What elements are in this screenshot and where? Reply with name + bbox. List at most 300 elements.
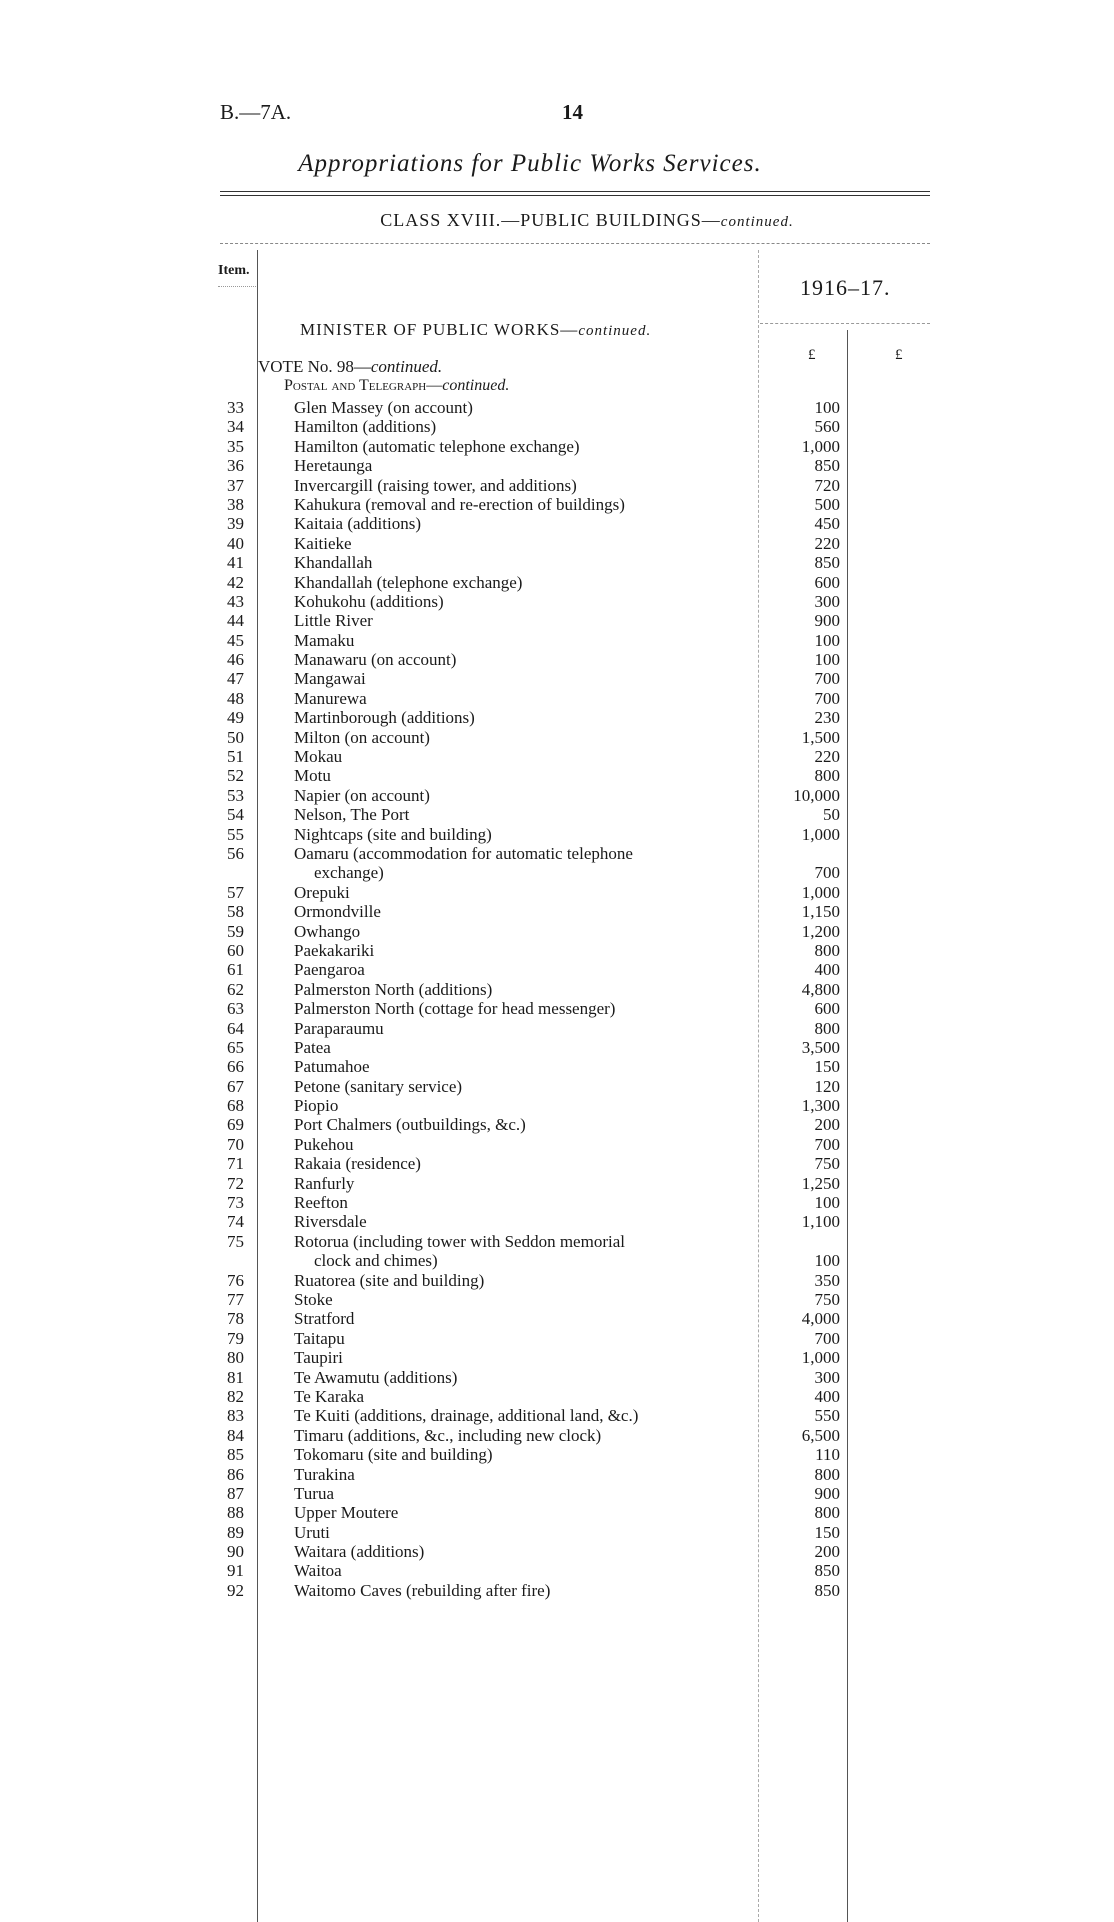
table-row	[0, 1445, 1114, 1464]
item-description-line: Paengaroa	[294, 960, 365, 980]
item-amount: 450	[814, 514, 840, 534]
item-description-line: Nightcaps (site and building)	[294, 824, 492, 844]
table-row	[0, 398, 1114, 417]
item-amount: 800	[814, 1464, 840, 1484]
subhead-suffix: continued.	[442, 377, 510, 394]
item-number: 77	[227, 1290, 244, 1309]
table-row	[0, 825, 1114, 844]
item-amount: 230	[814, 708, 840, 728]
table-row	[0, 1426, 1114, 1445]
item-description-line: Rotorua (including tower with Seddon memorial	[294, 1231, 625, 1251]
item-description-line: Milton (on account)	[294, 727, 430, 747]
item-amount: 850	[814, 456, 840, 476]
item-description	[294, 669, 749, 688]
item-amount: 1,000	[801, 824, 840, 844]
item-description-line: Petone (sanitary service)	[294, 1076, 463, 1096]
item-number: 80	[227, 1348, 244, 1368]
table-row	[0, 1329, 1114, 1348]
item-description-line: Khandallah (telephone exchange)	[294, 572, 523, 592]
item-description-line: Turua	[294, 1483, 334, 1503]
item-amount: 110	[815, 1445, 840, 1465]
item-number: 82	[227, 1386, 244, 1406]
item-amount: 150	[814, 1522, 840, 1542]
item-description	[294, 825, 749, 844]
item-number: 68	[227, 1096, 244, 1116]
item-number: 60	[227, 940, 244, 960]
item-number: 66	[227, 1057, 244, 1077]
item-description-line: Nelson, The Port	[294, 805, 410, 825]
item-description-line: Motu	[294, 766, 331, 786]
item-description	[294, 844, 749, 882]
item-number: 61	[227, 960, 244, 980]
minister-heading-suffix: continued.	[578, 323, 652, 339]
item-description	[294, 1465, 749, 1484]
item-number: 67	[227, 1076, 244, 1096]
item-description-line: Turakina	[294, 1464, 355, 1484]
item-number: 65	[227, 1037, 244, 1057]
item-description	[294, 1542, 749, 1561]
table-row	[0, 476, 1114, 495]
vote-heading	[258, 357, 442, 377]
table-row	[0, 1387, 1114, 1406]
item-amount: 550	[814, 1406, 840, 1426]
item-number: 71	[227, 1154, 244, 1174]
item-amount: 700	[814, 688, 840, 708]
item-description	[294, 476, 749, 495]
item-number: 48	[227, 688, 244, 708]
item-amount: 800	[814, 1503, 840, 1523]
item-description-line: Mokau	[294, 747, 343, 767]
item-amount: 300	[814, 1367, 840, 1387]
item-description-line: Patea	[294, 1037, 331, 1057]
item-description-line: Taupiri	[294, 1348, 343, 1368]
item-number: 42	[227, 572, 244, 592]
item-description-line: Te Awamutu (additions)	[294, 1367, 458, 1387]
item-description	[294, 1077, 749, 1096]
year-column-header: 1916–17.	[800, 275, 891, 300]
item-number: 72	[227, 1173, 244, 1193]
item-amount: 220	[814, 747, 840, 767]
table-row	[0, 1193, 1114, 1212]
table-row	[0, 902, 1114, 921]
table-row	[0, 534, 1114, 553]
item-description	[294, 1484, 749, 1503]
item-number: 84	[227, 1425, 244, 1445]
table-row	[0, 514, 1114, 533]
table-row	[0, 1115, 1114, 1134]
item-column-header: Item.	[218, 263, 250, 278]
item-description	[294, 1154, 749, 1173]
item-description	[294, 495, 749, 514]
item-amount: 1,500	[801, 727, 840, 747]
table-row	[0, 786, 1114, 805]
item-number: 47	[227, 669, 244, 689]
table-row	[0, 1484, 1114, 1503]
item-amount: 720	[814, 475, 840, 495]
item-amount: 750	[814, 1290, 840, 1309]
item-description	[294, 1019, 749, 1038]
item-description-line: Port Chalmers (outbuildings, &c.)	[294, 1115, 526, 1135]
class-heading	[0, 210, 1114, 231]
item-number: 57	[227, 882, 244, 902]
item-description	[294, 708, 749, 727]
item-description	[294, 1271, 749, 1290]
item-description-line: Palmerston North (cottage for head messenger)	[294, 999, 616, 1019]
item-description-line: Waitara (additions)	[294, 1542, 425, 1562]
item-number: 76	[227, 1270, 244, 1290]
item-description-line: Uruti	[294, 1522, 330, 1542]
item-description-line: Stratford	[294, 1309, 355, 1329]
item-description	[294, 611, 749, 630]
table-row	[0, 1135, 1114, 1154]
item-amount: 500	[814, 494, 840, 514]
class-heading-text: CLASS XVIII.—PUBLIC BUILDINGS—	[380, 210, 721, 230]
item-number: 69	[227, 1115, 244, 1135]
item-description-line: Patumahoe	[294, 1057, 370, 1077]
item-description	[294, 1115, 749, 1134]
item-number: 33	[227, 398, 244, 417]
table-row	[0, 1057, 1114, 1076]
item-description-line: Orepuki	[294, 882, 350, 902]
item-description-line: Hamilton (additions)	[294, 417, 437, 437]
item-description-line: Piopio	[294, 1096, 339, 1116]
item-description-line: Manawaru (on account)	[294, 650, 457, 670]
table-row	[0, 650, 1114, 669]
item-amount: 150	[814, 1057, 840, 1077]
item-description	[294, 747, 749, 766]
subhead	[284, 377, 509, 395]
table-row	[0, 1174, 1114, 1193]
item-description	[294, 1561, 749, 1580]
item-amount: 1,000	[801, 882, 840, 902]
item-description	[294, 514, 749, 533]
item-number: 54	[227, 805, 244, 825]
item-number: 90	[227, 1542, 244, 1562]
item-amount: 1,100	[801, 1212, 840, 1232]
item-description-line: Paraparaumu	[294, 1018, 384, 1038]
item-amount: 120	[814, 1076, 840, 1096]
item-description	[294, 883, 749, 902]
table-row	[0, 1581, 1114, 1600]
item-number: 62	[227, 979, 244, 999]
item-amount: 600	[814, 572, 840, 592]
item-amount: 850	[814, 1561, 840, 1581]
item-description	[294, 786, 749, 805]
item-number: 36	[227, 456, 244, 476]
item-description-line: Waitoa	[294, 1561, 342, 1581]
table-row	[0, 1465, 1114, 1484]
item-amount: 1,150	[801, 902, 840, 922]
item-number: 78	[227, 1309, 244, 1329]
table-row	[0, 980, 1114, 999]
item-description-line: Ranfurly	[294, 1173, 355, 1193]
table-row	[0, 592, 1114, 611]
item-amount: 400	[814, 960, 840, 980]
table-row	[0, 1503, 1114, 1522]
item-description-line: Te Karaka	[294, 1386, 365, 1406]
item-number: 88	[227, 1503, 244, 1523]
item-number: 38	[227, 494, 244, 514]
table-row	[0, 1077, 1114, 1096]
item-number: 92	[227, 1580, 244, 1600]
table-row	[0, 844, 1114, 883]
item-description	[294, 902, 749, 921]
item-number: 79	[227, 1328, 244, 1348]
item-description	[294, 1290, 749, 1309]
item-description-line: Riversdale	[294, 1212, 367, 1232]
item-number: 85	[227, 1445, 244, 1465]
item-amount: 850	[814, 1580, 840, 1600]
table-row	[0, 1309, 1114, 1328]
item-description-line: Taitapu	[294, 1328, 345, 1348]
table-row	[0, 553, 1114, 572]
table-row	[0, 999, 1114, 1018]
item-amount: 350	[814, 1270, 840, 1290]
item-description	[294, 1503, 749, 1522]
item-number: 45	[227, 630, 244, 650]
item-description-line: Timaru (additions, &c., including new clock)	[294, 1425, 602, 1445]
item-description	[294, 398, 749, 417]
item-amount: 1,000	[801, 436, 840, 456]
item-description-line: Heretaunga	[294, 456, 373, 476]
item-number: 35	[227, 436, 244, 456]
minister-heading	[300, 320, 651, 340]
currency-symbol-second: £	[895, 347, 903, 363]
item-number: 70	[227, 1134, 244, 1154]
title-rule-bottom	[220, 195, 930, 196]
item-description-line: Little River	[294, 611, 373, 631]
item-amount: 220	[814, 533, 840, 553]
item-description	[294, 1232, 749, 1270]
item-description-line: Te Kuiti (additions, drainage, additional land, &c.)	[294, 1406, 639, 1426]
item-number: 49	[227, 708, 244, 728]
item-description-line: Martinborough (additions)	[294, 708, 475, 728]
table-row	[0, 1096, 1114, 1115]
item-amount: 10,000	[793, 785, 840, 805]
item-number: 89	[227, 1522, 244, 1542]
item-amount: 700	[814, 669, 840, 689]
item-description	[294, 1426, 749, 1445]
item-description-line: Rakaia (residence)	[294, 1154, 421, 1174]
table-row	[0, 611, 1114, 630]
table-row	[0, 1290, 1114, 1309]
item-amount: 600	[814, 999, 840, 1019]
item-amount: 850	[814, 553, 840, 573]
page-number: 14	[562, 100, 583, 124]
item-description-line: Palmerston North (additions)	[294, 979, 493, 999]
item-description-line: Kahukura (removal and re-erection of buildings)	[294, 494, 625, 514]
item-amount: 900	[814, 1483, 840, 1503]
item-description	[294, 689, 749, 708]
item-amount: 100	[814, 650, 840, 670]
item-number: 55	[227, 824, 244, 844]
item-number: 37	[227, 475, 244, 495]
subhead-text: Postal and Telegraph—	[284, 377, 443, 394]
item-amount: 200	[814, 1542, 840, 1562]
item-amount: 560	[814, 417, 840, 437]
item-amount: 800	[814, 940, 840, 960]
item-description-continuation: clock and chimes)	[314, 1250, 438, 1270]
item-description-line: Stoke	[294, 1290, 333, 1309]
item-number: 83	[227, 1406, 244, 1426]
item-amount: 1,200	[801, 921, 840, 941]
item-amount: 4,000	[801, 1309, 840, 1329]
item-description-line: Kohukohu (additions)	[294, 591, 444, 611]
item-description	[294, 1406, 749, 1425]
item-amount: 700	[814, 1134, 840, 1154]
item-amount: 900	[814, 611, 840, 631]
item-amount: 200	[814, 1115, 840, 1135]
table-row	[0, 573, 1114, 592]
item-number: 39	[227, 514, 244, 534]
item-description-line: Ruatorea (site and building)	[294, 1270, 485, 1290]
table-row	[0, 456, 1114, 475]
item-description	[294, 553, 749, 572]
item-description	[294, 766, 749, 785]
item-number: 87	[227, 1483, 244, 1503]
item-header-rule	[218, 286, 258, 287]
item-description-line: Kaitaia (additions)	[294, 514, 421, 534]
table-row	[0, 1154, 1114, 1173]
item-description	[294, 1212, 749, 1231]
currency-symbol-first: £	[808, 347, 816, 363]
item-description-line: Oamaru (accommodation for automatic telephone	[294, 843, 633, 863]
item-number: 34	[227, 417, 244, 437]
item-description	[294, 437, 749, 456]
item-amount: 50	[823, 805, 840, 825]
item-description-line: Upper Moutere	[294, 1503, 399, 1523]
table-row	[0, 1019, 1114, 1038]
item-description	[294, 1523, 749, 1542]
item-description	[294, 592, 749, 611]
item-amount: 3,500	[801, 1037, 840, 1057]
item-number: 75	[227, 1231, 244, 1251]
item-description	[294, 960, 749, 979]
item-number: 73	[227, 1193, 244, 1213]
item-description	[294, 573, 749, 592]
item-number: 52	[227, 766, 244, 786]
table-row	[0, 883, 1114, 902]
item-number: 58	[227, 902, 244, 922]
page-title: Appropriations for Public Works Services.	[298, 150, 762, 177]
item-description	[294, 1038, 749, 1057]
item-number: 43	[227, 591, 244, 611]
item-description	[294, 1387, 749, 1406]
item-description-line: Glen Massey (on account)	[294, 398, 473, 417]
item-description-continuation: exchange)	[314, 862, 384, 882]
item-description	[294, 1057, 749, 1076]
item-amount: 700	[814, 863, 840, 883]
item-description-line: Khandallah	[294, 553, 373, 573]
table-row	[0, 1542, 1114, 1561]
item-description-line: Reefton	[294, 1193, 348, 1213]
title-rule-top	[220, 191, 930, 192]
item-description	[294, 1193, 749, 1212]
item-description	[294, 1096, 749, 1115]
year-header-rule	[760, 323, 930, 324]
table-row	[0, 437, 1114, 456]
item-amount: 800	[814, 1018, 840, 1038]
item-description-line: Ormondville	[294, 902, 381, 922]
table-row	[0, 495, 1114, 514]
item-description	[294, 1309, 749, 1328]
item-number: 40	[227, 533, 244, 553]
item-description	[294, 631, 749, 650]
item-description-line: Mangawai	[294, 669, 366, 689]
item-amount: 100	[814, 1193, 840, 1213]
table-row	[0, 708, 1114, 727]
vote-heading-text: VOTE No. 98—	[258, 357, 371, 376]
item-number: 50	[227, 727, 244, 747]
item-description	[294, 650, 749, 669]
item-description-line: Paekakariki	[294, 940, 375, 960]
table-row	[0, 1523, 1114, 1542]
item-number: 81	[227, 1367, 244, 1387]
item-number: 51	[227, 747, 244, 767]
class-heading-suffix: continued.	[720, 214, 794, 230]
item-description	[294, 1581, 749, 1600]
item-description	[294, 1329, 749, 1348]
table-row	[0, 1212, 1114, 1231]
item-amount: 700	[814, 1328, 840, 1348]
item-description	[294, 922, 749, 941]
item-number: 41	[227, 553, 244, 573]
vote-heading-suffix: continued.	[370, 357, 443, 376]
item-number: 56	[227, 843, 244, 863]
item-amount: 100	[814, 630, 840, 650]
item-description-line: Napier (on account)	[294, 785, 430, 805]
item-description	[294, 1174, 749, 1193]
item-description	[294, 980, 749, 999]
item-description	[294, 456, 749, 475]
table-row	[0, 669, 1114, 688]
appropriation-table	[0, 398, 1114, 1600]
item-description-line: Mamaku	[294, 630, 355, 650]
item-number: 64	[227, 1018, 244, 1038]
item-description	[294, 805, 749, 824]
table-row	[0, 631, 1114, 650]
item-amount: 100	[814, 1251, 840, 1271]
table-row	[0, 922, 1114, 941]
item-amount: 1,250	[801, 1173, 840, 1193]
item-description	[294, 1135, 749, 1154]
minister-heading-text: MINISTER OF PUBLIC WORKS—	[300, 320, 579, 339]
table-row	[0, 728, 1114, 747]
item-description-line: Waitomo Caves (rebuilding after fire)	[294, 1580, 551, 1600]
item-description	[294, 1368, 749, 1387]
table-row	[0, 1406, 1114, 1425]
table-row	[0, 1038, 1114, 1057]
item-amount: 1,000	[801, 1348, 840, 1368]
table-row	[0, 960, 1114, 979]
table-row	[0, 747, 1114, 766]
table-row	[0, 766, 1114, 785]
table-row	[0, 1348, 1114, 1367]
document-reference: B.—7A.	[220, 100, 292, 124]
table-row	[0, 1368, 1114, 1387]
item-number: 53	[227, 785, 244, 805]
item-description	[294, 1445, 749, 1464]
table-row	[0, 689, 1114, 708]
item-description-line: Invercargill (raising tower, and additions)	[294, 475, 577, 495]
item-description-line: Hamilton (automatic telephone exchange)	[294, 436, 580, 456]
item-amount: 750	[814, 1154, 840, 1174]
table-row	[0, 805, 1114, 824]
item-description	[294, 999, 749, 1018]
table-row	[0, 1561, 1114, 1580]
item-description-line: Tokomaru (site and building)	[294, 1445, 493, 1465]
item-description-line: Pukehou	[294, 1134, 354, 1154]
